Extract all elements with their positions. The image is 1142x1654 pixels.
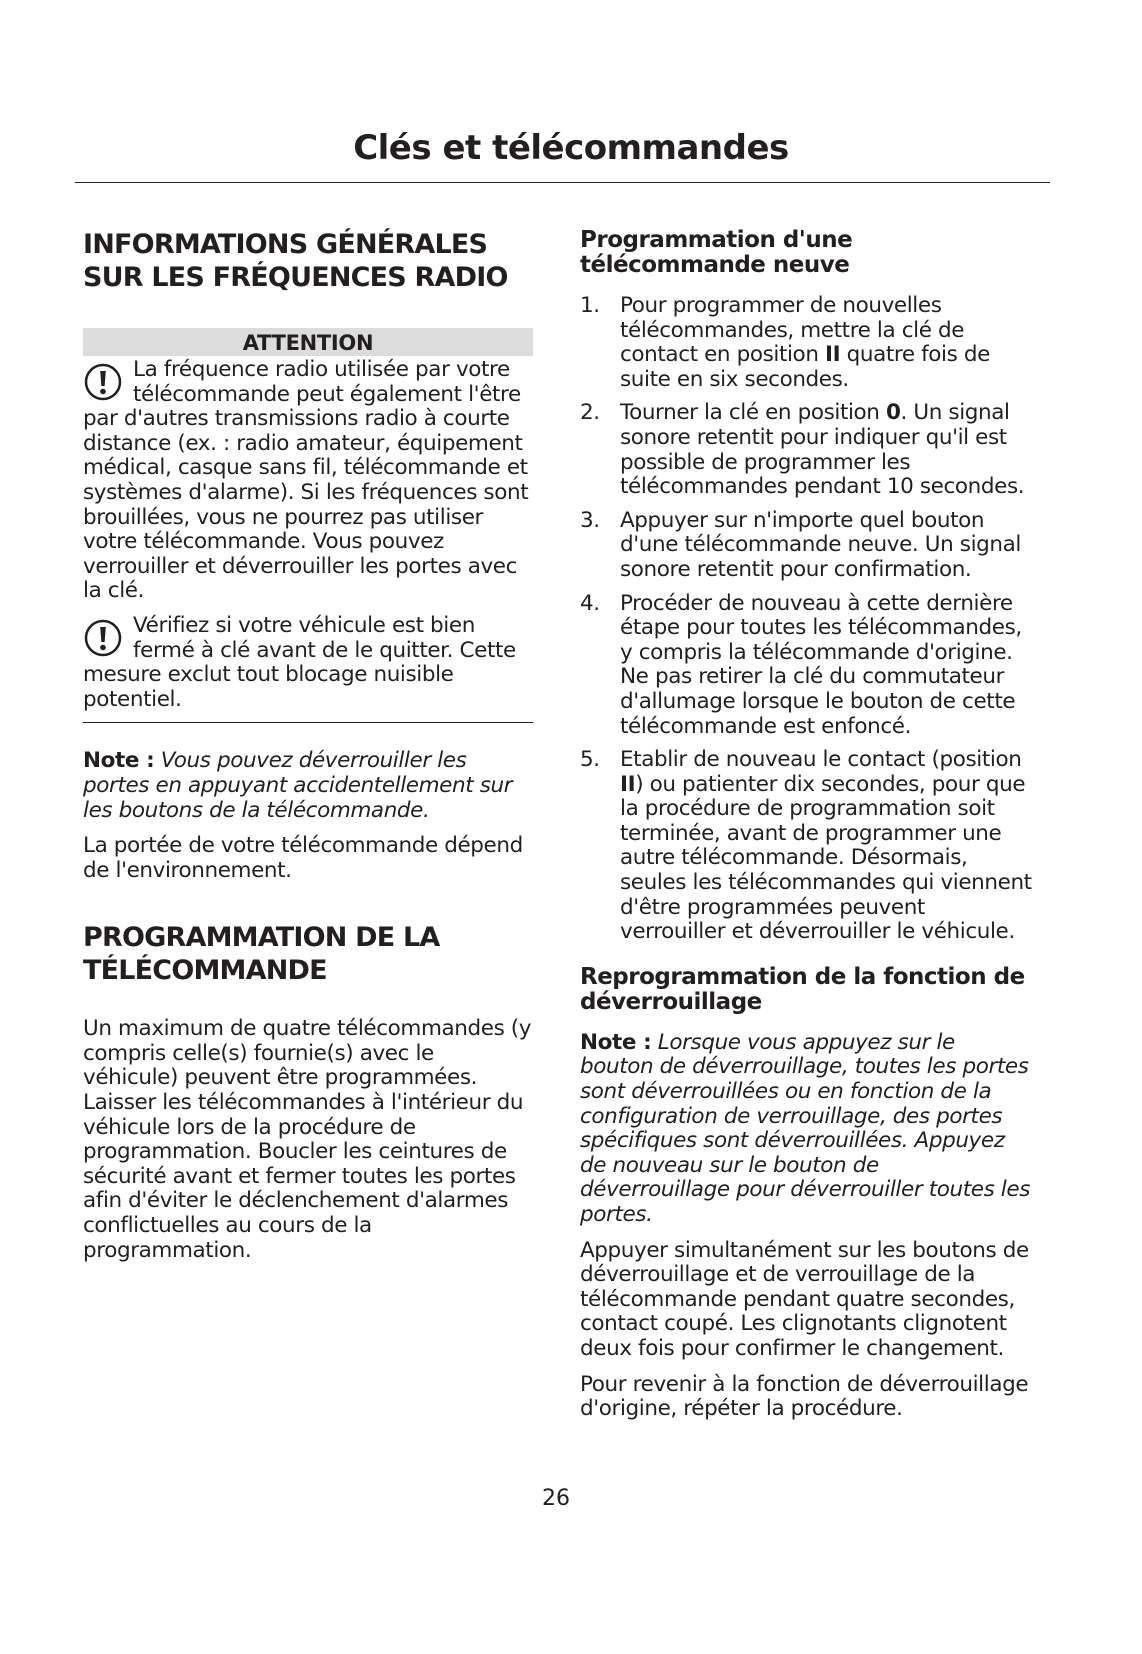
step-number: 2. [580, 400, 600, 426]
attention-banner: ATTENTION [83, 328, 533, 356]
step-number: 5. [580, 747, 600, 773]
note-label: Note : [580, 1029, 652, 1055]
subheading-unlock-reprogramming: Reprogrammation de la fonction de déverrouillage [580, 963, 1025, 1015]
note-text: Vous pouvez déverrouiller les portes en appuyant accidentellement sur les boutons de la télécommande. [83, 748, 513, 823]
programming-steps-list [580, 294, 1032, 945]
range-paragraph: La portée de votre télécommande dépend de l'environnement. [83, 833, 523, 883]
page-number: 26 [542, 1486, 570, 1511]
step-number: 4. [580, 590, 600, 616]
warning-block [83, 614, 533, 712]
note-text: Lorsque vous appuyez sur le bouton de déverrouillage, toutes les portes sont déverrouillées ou en fonction de la configuration de verrouillage, des portes spécifiques sont déverrouillées. Appuyez de nouveau sur le bouton de déverrouillage pour déverrouiller toutes les portes. [580, 1029, 1031, 1227]
right-column [580, 228, 1032, 1433]
step-text: ) ou patienter dix secondes, pour que la procédure de programmation soit terminée, avant de programmer une autre télécommande. Désormais, seules les télécommandes qui viennent d'être programmées peuvent verrouiller et déverrouiller le véhicule. [620, 771, 1032, 945]
warning-block [83, 358, 533, 604]
step-number: 3. [580, 507, 600, 533]
list-item [580, 401, 1032, 499]
step-text: . Un signal sonore retentit pour indiquer qu'il est possible de programmer les télécommandes pendant 10 secondes. [620, 400, 1025, 500]
note-label: Note : [83, 748, 155, 774]
list-item [580, 592, 1032, 740]
step-text: quatre fois de suite en six secondes. [620, 342, 990, 392]
subheading-new-remote-programming: Programmation d'une télécommande neuve [580, 227, 853, 278]
left-column [83, 228, 533, 1274]
list-item [580, 748, 1032, 945]
step-text: Procéder de nouveau à cette dernière étape pour toutes les télécommandes, y compris la télécommande d'origine. Ne pas retirer la clé du commutateur d'allumage lorsque le bouton de cette télécommande est enfoncé. [620, 590, 1022, 739]
revert-paragraph: Pour revenir à la fonction de déverrouillage d'origine, répéter la procédure. [580, 1371, 1029, 1422]
warning-end-divider [83, 722, 533, 723]
step-number: 1. [580, 293, 600, 318]
programming-paragraph: Un maximum de quatre télécommandes (y compris celle(s) fournie(s) avec le véhicule) peuvent être programmées. Laisser les télécommandes à l'intérieur du véhicule lors de la procédure de programmation. Boucler les ceintures de sécurité avant et fermer toutes les portes afin d'éviter le déclenchement d'alarmes conflictuelles au cours de la programmation. [83, 1016, 532, 1263]
warning-text: La fréquence radio utilisée par votre télécommande peut également l'être par d'autres transmissions radio à courte distance (ex. : radio amateur, équipement médical, casque sans fil, télécommande et systèmes d'alarme). Si les fréquences sont brouillées, vous ne pourrez pas utiliser votre télécommande. Vous pouvez verrouiller et déverrouiller les portes avec la clé. [83, 357, 529, 604]
warning-exclamation-icon [83, 362, 123, 402]
warning-exclamation-icon [83, 618, 123, 658]
step-text: Etablir de nouveau le contact (position [620, 747, 1022, 773]
key-position-label: 0 [885, 400, 901, 426]
key-position-label: II [620, 771, 636, 797]
reprogramming-paragraph: Appuyer simultanément sur les boutons de déverrouillage et de verrouillage de la télécommande pendant quatre secondes, contact coupé. Les clignotants clignotent deux fois pour confirmer le changement. [580, 1237, 1029, 1361]
page-title: Clés et télécommandes [353, 128, 789, 168]
section-heading-radio-frequencies: INFORMATIONS GÉNÉRALES SUR LES FRÉQUENCES RADIO [83, 229, 508, 293]
key-position-label: II [824, 342, 841, 368]
title-divider [75, 182, 1050, 183]
step-text: Pour programmer de nouvelles télécommandes, mettre la clé de contact en position [620, 293, 965, 368]
warning-text: Vérifiez si votre véhicule est bien fermé à clé avant de le quitter. Cette mesure exclut tout blocage nuisible potentiel. [83, 612, 516, 712]
step-text: Tourner la clé en position [620, 400, 886, 426]
section-heading-remote-programming: PROGRAMMATION DE LA TÉLÉCOMMANDE [83, 922, 440, 987]
list-item [580, 294, 1032, 392]
step-text: Appuyer sur n'importe quel bouton d'une télécommande neuve. Un signal sonore retentit pour confirmation. [620, 507, 1021, 582]
note-paragraph [83, 749, 533, 823]
note-paragraph [580, 1031, 1032, 1228]
list-item [580, 509, 1032, 583]
